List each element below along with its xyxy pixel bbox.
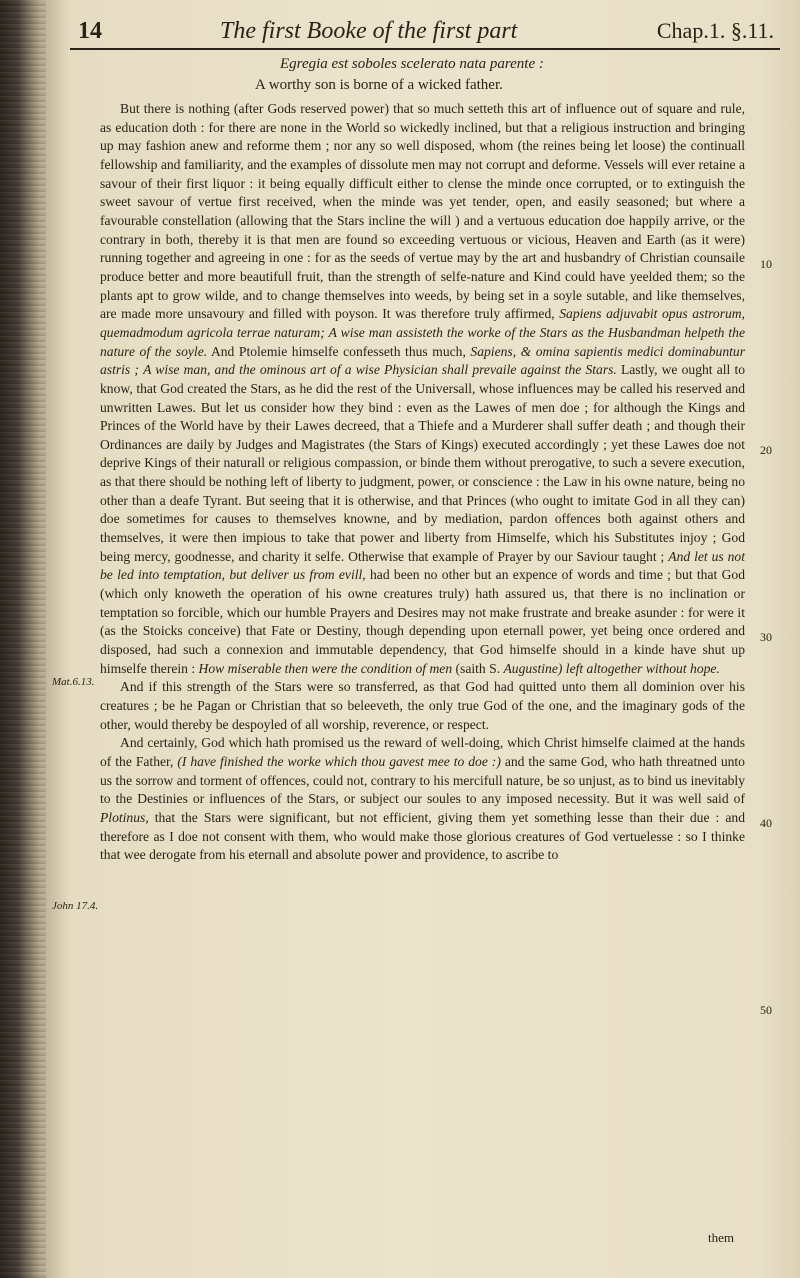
- epigraph-english: A worthy son is borne of a wicked father.: [255, 77, 503, 93]
- line-number-40: 40: [760, 816, 772, 830]
- margin-note-john: John 17.4.: [52, 900, 99, 912]
- paragraph-providence: And certainly, God which hath promised us the reward of well-doing, which Christ himselfe claimed at the hands of the Father, (I have finished the worke which thou gavest mee to doe :) and the same God, who hath threatned unto us the sorrow and torment of offences, could not, contrary to his mercifull nature, be so unjust, as to bind us inevitably to the Destinies or influences of the Stars, or subject our soules to any imposed necessity. But it was well said of Plotinus, that the Stars were significant, but not efficient, giving them yet something lesse than their due : and therefore as I doe not consent with them, who would make those glorious creatures of God vertuelesse : so I thinke that wee derogate from his eternall and absolute power and providence, to ascribe to: [100, 735, 745, 863]
- running-title: The first Booke of the first part: [220, 18, 518, 44]
- paragraph-dominion: And if this strength of the Stars were so transferred, as that God had quitted unto them all dominion over his creatures ; be he Pagan or Christian that so beleeveth, the only true God of the one, and the imaginary gods of the other, would thereby be despoyled of all worship, reverence, or respect.: [100, 679, 745, 732]
- chapter-reference: Chap.1. §.11.: [656, 18, 774, 43]
- line-number-30: 30: [760, 630, 772, 644]
- body-text: [100, 100, 745, 865]
- binding-gutter: [0, 0, 46, 1278]
- paragraph-education: But there is nothing (after Gods reserved power) that so much setteth this art of influence out of square and rule, as education doth : for there are none in the World so wickedly inclined, but that a religious instruction and bringing up may fashion anew and reforme them ; nor any so well disposed, whom (the reines being let loose) the continuall fellowship and familiarity, and the examples of dissolute men may not corrupt and deforme. Vessels will ever retaine a savour of their first liquor : it being equally difficult either to clense the minde once corrupted, or to extinguish the sweet savour of vertue first received, when the minde was yet tender, open, and easily seasoned; but where a favourable constellation (allowing that the Stars incline the will ) and a vertuous education doe happily arrive, or the contrary in both, thereby it is that men are found so exceeding vertuous or vicious, Heaven and Earth (as it were) running together and agreeing in one : for as the seeds of vertue may by the art and husbandry of Christian counsaile produce better and more beautifull fruit, than the strength of selfe-nature and Kind could have yeelded them; so the plants apt to grow wilde, and to change themselves into weeds, by being set in a soyle sutable, and like themselves, are made more unsavoury and filled with poyson. It was therefore truly affirmed, Sapiens adjuvabit opus astrorum, quemadmodum agricola terrae naturam; A wise man assisteth the worke of the Stars as the Husbandman helpeth the nature of the soyle. And Ptolemie himselfe confesseth thus much, Sapiens, & omina sapientis medici dominabuntur astris ; A wise man, and the ominous art of a wise Physician shall prevaile against the Stars. Lastly, we ought all to know, that God created the Stars, as he did the rest of the Universall, whose influences may be called his reserved and unwritten Lawes. But let us consider how they bind : even as the Lawes of men doe ; for although the Kings and Princes of the World have by their Lawes decreed, that a Thiefe and a Murderer shall suffer death ; and though their Ordinances are daily by Judges and Magistrates (the Stars of Kings) executed accordingly ; yet these Lawes doe not deprive Kings of their naturall or religious compassion, or binde them without prerogative, to such a severe execution, as that there should be nothing left of liberty to judgment, power, or conscience : the Law in his owne nature, being no other than a deafe Tyrant. But seeing that it is otherwise, and that Princes (who ought to imitate God in all they can) doe sometimes for causes to themselves knowne, and by mediation, pardon offences both against others and themselves, it were then impious to take that power and liberty from Himselfe, which his Substitutes injoy ; God being mercy, goodnesse, and charity it selfe. Otherwise that example of Prayer by our Saviour taught ; And let us not be led into temptation, but deliver us from evill, had been no other but an expence of words and time ; but that God (which only knoweth the operation of his owne creatures truly) hath assured us, that there is no inclination or temptation so forcible, which our humble Prayers and Desires may not make frustrate and breake asunder : for were it (as the Stoicks conceive) that Fate or Destiny, though depending upon eternall power, yet being once ordered and disposed, had such a connexion and immutable dependency, that God himselfe should in a kinde have shut up himselfe therein : How miserable then were the condition of men (saith S. Augustine) left altogether without hope.: [100, 101, 746, 676]
- epigraph-latin: Egregia est soboles scelerato nata parente :: [280, 56, 544, 72]
- line-number-10: 10: [760, 257, 772, 271]
- running-header: [70, 18, 780, 50]
- line-number-20: 20: [760, 443, 772, 457]
- margin-note-matthew: Mat.6.13.: [52, 676, 95, 688]
- catchword: them: [708, 1230, 734, 1245]
- page-number: 14: [78, 18, 102, 44]
- line-number-50: 50: [760, 1003, 772, 1017]
